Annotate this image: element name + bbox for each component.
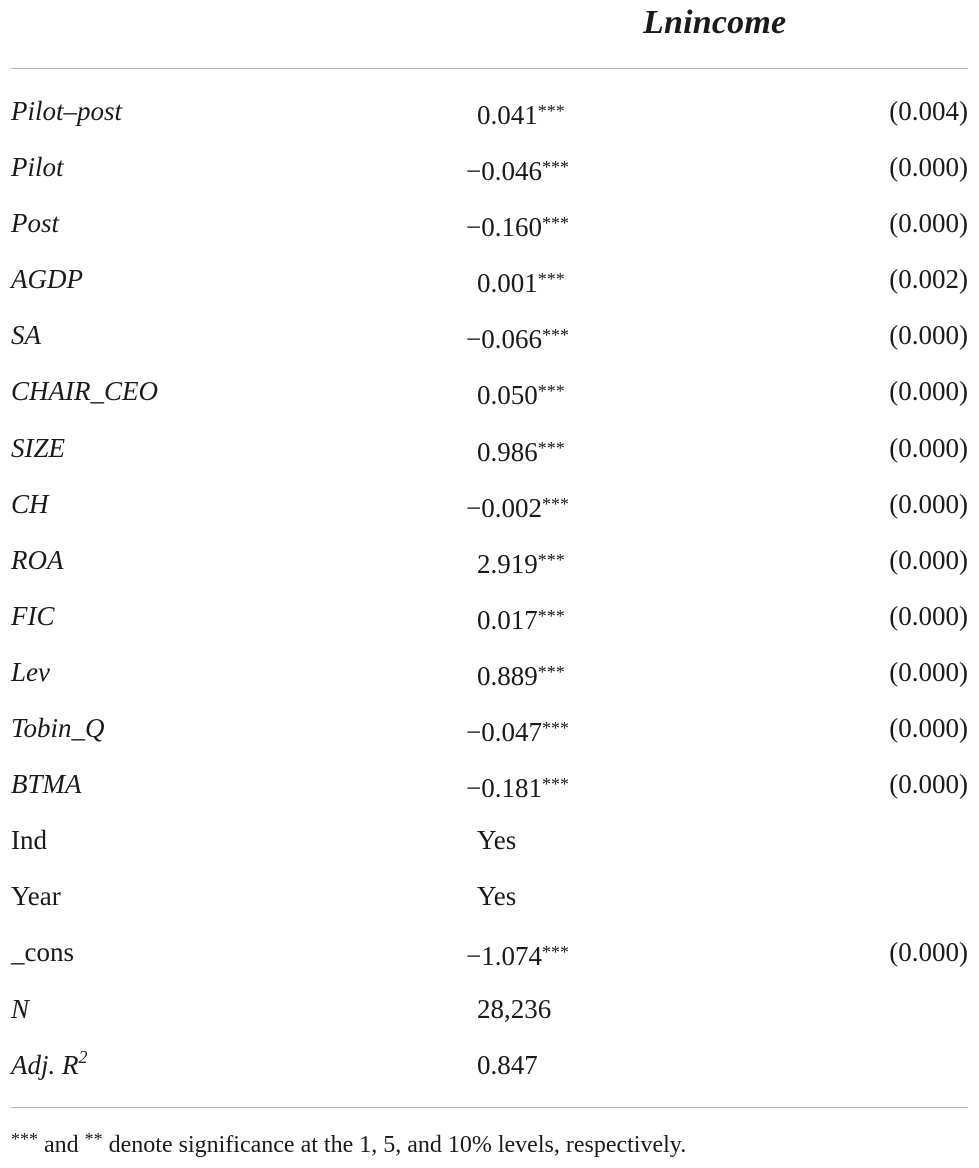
variable-name (11, 532, 63, 588)
footer-divider (11, 1107, 968, 1108)
coefficient: 0.889*** (477, 660, 565, 691)
variable-name (11, 924, 74, 980)
variable-label: CHAIR_CEO (11, 376, 158, 407)
variable-label: Post (11, 208, 60, 239)
table-row (11, 700, 968, 756)
footnote-stars-2: ** (84, 1129, 103, 1149)
variable-name (11, 981, 29, 1037)
coefficient: 0.050*** (477, 380, 565, 411)
table-row (11, 1037, 968, 1093)
column-title: Lnincome (643, 4, 787, 41)
coefficient: 0.847 (477, 1049, 538, 1080)
variable-name (11, 83, 122, 139)
table-row (11, 812, 968, 868)
table-row (11, 924, 968, 980)
coefficient: 28,236 (477, 993, 552, 1024)
footnote-text-1: and (38, 1132, 85, 1158)
variable-label: Ind (11, 825, 47, 856)
footnote-text-2: denote significance at the 1, 5, and 10% levels, respectively. (102, 1132, 687, 1158)
variable-label: Adj. R (11, 1049, 79, 1080)
p-value: (0.000) (889, 937, 968, 968)
coefficient: 0.017*** (477, 604, 565, 635)
regression-table (11, 0, 968, 1093)
p-value: (0.000) (889, 432, 968, 463)
variable-label: ROA (11, 544, 64, 575)
footnote-stars-1: *** (11, 1129, 38, 1149)
table-row (11, 868, 968, 924)
table-row (11, 588, 968, 644)
variable-name (11, 588, 55, 644)
variable-name (11, 700, 105, 756)
table-row (11, 363, 968, 419)
variable-name (11, 139, 64, 195)
table-row (11, 139, 968, 195)
variable-name (11, 812, 47, 868)
variable-label: N (11, 993, 30, 1024)
variable-name (11, 251, 83, 307)
variable-label: _cons (11, 937, 74, 968)
coefficient: 0.041*** (477, 100, 565, 130)
variable-label: FIC (11, 600, 55, 631)
table-row (11, 307, 968, 363)
variable-label: CH (11, 488, 49, 519)
coefficient: 0.001*** (477, 268, 565, 299)
coefficient: Yes (477, 881, 517, 912)
variable-name (11, 363, 158, 419)
p-value: (0.002) (889, 264, 968, 295)
p-value: (0.000) (889, 376, 968, 407)
coefficient: 0.986*** (477, 436, 565, 467)
table-row (11, 981, 968, 1037)
p-value: (0.000) (889, 600, 968, 631)
variable-name (11, 1037, 88, 1093)
table-row (11, 251, 968, 307)
variable-superscript: 2 (78, 1046, 88, 1067)
variable-label: AGDP (11, 264, 83, 295)
variable-label: SA (11, 320, 41, 351)
coefficient: −0.047*** (466, 717, 569, 748)
variable-label: Year (11, 881, 61, 912)
variable-label: SIZE (11, 432, 65, 463)
variable-name (11, 420, 65, 476)
table-row (11, 83, 968, 139)
p-value: (0.000) (889, 488, 968, 519)
coefficient: 2.919*** (477, 548, 565, 579)
coefficient: −0.046*** (466, 156, 569, 187)
p-value: (0.000) (889, 713, 968, 744)
variable-name (11, 195, 59, 251)
variable-label: Pilot–post (11, 96, 123, 126)
variable-label: Pilot (11, 152, 64, 183)
coefficient: Yes (477, 825, 517, 856)
table-row (11, 644, 968, 700)
p-value: (0.000) (889, 208, 968, 239)
variable-label: Tobin_Q (11, 713, 105, 744)
table-row (11, 420, 968, 476)
p-value: (0.000) (889, 320, 968, 351)
coefficient: −0.181*** (466, 773, 569, 804)
variable-name (11, 756, 82, 812)
coefficient: −0.066*** (466, 324, 569, 355)
p-value: (0.000) (889, 544, 968, 575)
table-header (11, 0, 968, 69)
variable-name (11, 307, 41, 363)
coefficient: −0.160*** (466, 212, 569, 243)
coefficient: −1.074*** (466, 941, 569, 972)
variable-label: BTMA (11, 769, 82, 800)
p-value: (0.004) (889, 96, 968, 126)
variable-name (11, 476, 49, 532)
variable-name (11, 644, 50, 700)
table-row (11, 476, 968, 532)
variable-name (11, 868, 61, 924)
table-row (11, 756, 968, 812)
table-footnote (11, 1121, 686, 1163)
coefficient: −0.002*** (466, 492, 569, 523)
p-value: (0.000) (889, 769, 968, 800)
variable-label: Lev (11, 656, 50, 687)
p-value: (0.000) (889, 656, 968, 687)
table-body (11, 69, 968, 1093)
p-value: (0.000) (889, 152, 968, 183)
table-row (11, 195, 968, 251)
table-row (11, 532, 968, 588)
